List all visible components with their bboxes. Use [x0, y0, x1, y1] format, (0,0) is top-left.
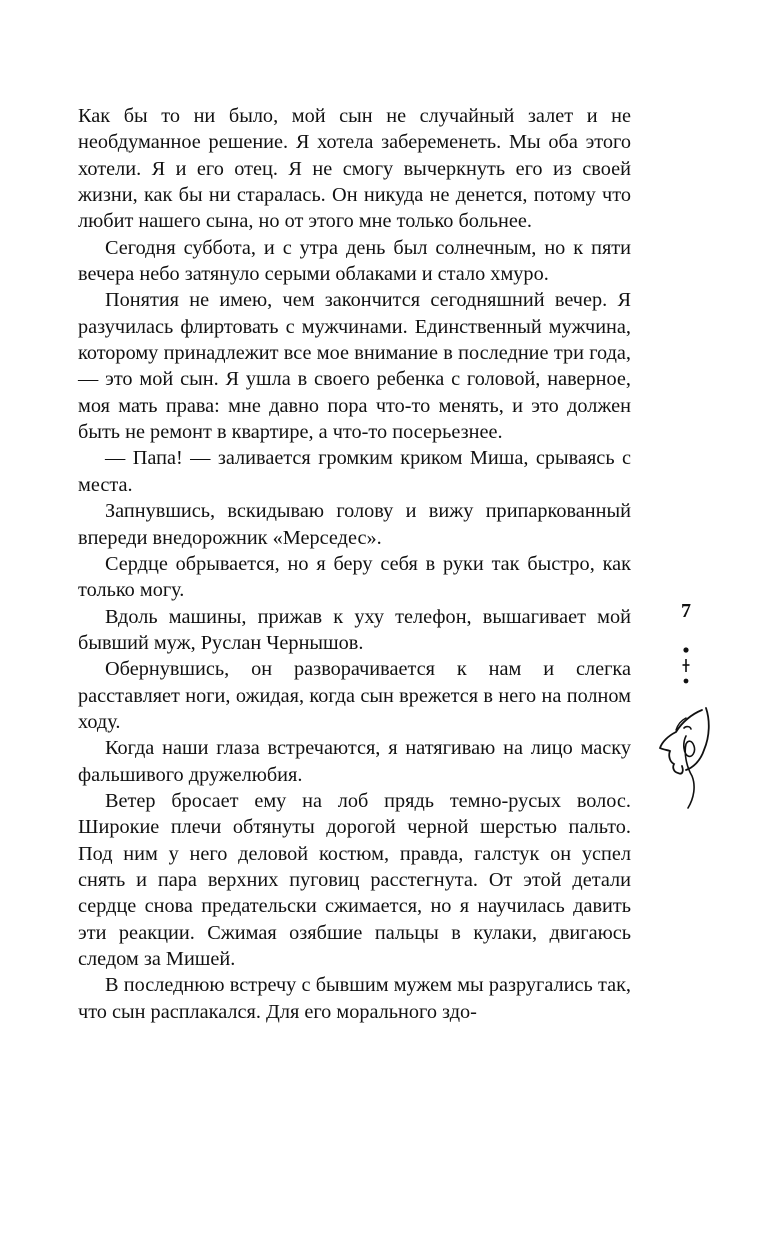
page-number: 7	[681, 600, 691, 622]
paragraph: — Папа! — заливается громким криком Миша, срываясь с места.	[78, 447, 631, 496]
paragraph: Понятия не имею, чем закончится сегодняшний вечер. Я разучилась флиртовать с мужчинами. Единственный мужчина, которому принадлежит все мое внимание в последние три года, — это мой сын. Я ушла в своего ребенка с головой, наверное, моя мать права: мне давно пора что-то менять, и это должен быть не ремонт в квартире, а что-то посерьезнее.	[78, 289, 631, 444]
paragraph: Вдоль машины, прижав к уху телефон, вышагивает мой бывший муж, Руслан Чернышов.	[78, 605, 631, 654]
face-sketch-icon	[656, 706, 714, 810]
paragraph: Когда наши глаза встречаются, я натягиваю на лицо маску фальшивого дружелюбия.	[78, 737, 631, 786]
ornament-dots-icon	[680, 646, 692, 686]
paragraph: Обернувшись, он разворачивается к нам и слегка расставляет ноги, ожидая, когда сын врежется в него на полном ходу.	[78, 658, 631, 733]
body-text	[78, 103, 631, 1025]
paragraph: Сердце обрывается, но я беру себя в руки так быстро, как только могу.	[78, 552, 631, 602]
paragraph: Сегодня суббота, и с утра день был солнечным, но к пяти вечера небо затянуло серыми облаками и стало хмуро.	[78, 236, 631, 286]
paragraph: Как бы то ни было, мой сын не случайный залет и не необдуманное решение. Я хотела забеременеть. Мы оба этого хотели. Я и его отец. Я не смогу вычеркнуть его из своей жизни, как бы ни старалась. Он никуда не денется, потому что любит нашего сына, но от этого мне только больнее.	[78, 105, 631, 233]
paragraph: Запнувшись, вскидываю голову и вижу припаркованный впереди внедорожник «Мерседес».	[78, 500, 631, 549]
paragraph: Ветер бросает ему на лоб прядь темно-русых волос. Широкие плечи обтянуты дорогой черной шерстью пальто. Под ним у него деловой костюм, правда, галстук он успел снять и пара верхних пуговиц расстегнута. От этой детали сердце снова предательски сжимается, но я научилась давить эти реакции. Сжимая озябшие пальцы в кулаки, двигаюсь следом за Мишей.	[78, 789, 631, 970]
paragraph: В последнюю встречу с бывшим мужем мы разругались так, что сын расплакался. Для его морального здо-	[78, 974, 631, 1023]
